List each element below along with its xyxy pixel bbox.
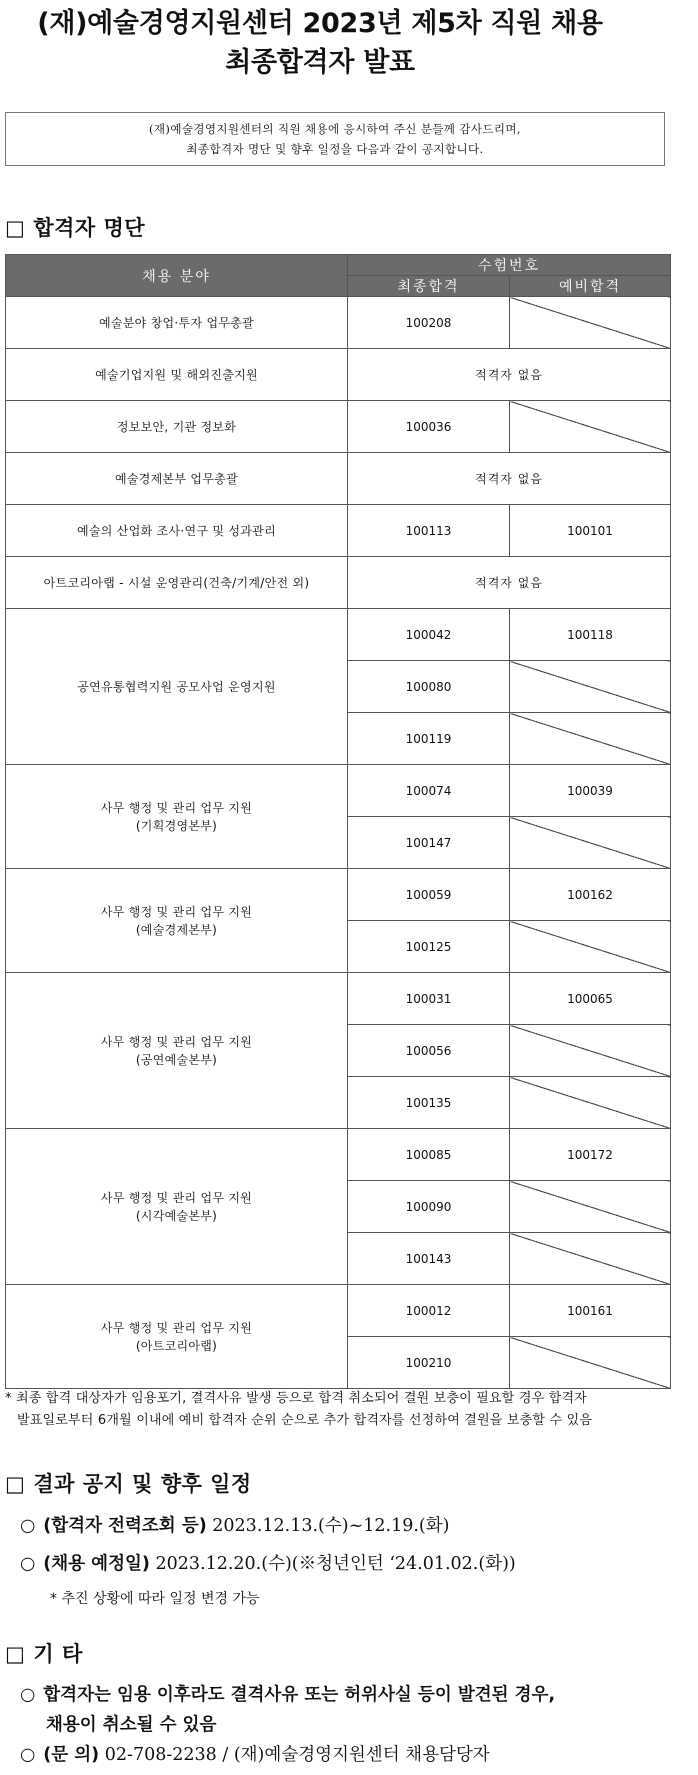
table-row: [6, 869, 671, 921]
field-cell: [6, 1129, 348, 1285]
schedule-item-2: [20, 1549, 516, 1579]
table-row: [6, 453, 671, 505]
final-cell: 100119: [348, 713, 510, 765]
circle-bullet-icon: ○: [20, 1554, 36, 1574]
title-line-2: 최종합격자 발표: [225, 47, 415, 78]
field-division: (예술경제본부): [135, 922, 218, 937]
final-cell: 100210: [348, 1337, 510, 1389]
field-cell: 정보보안, 기관 정보화: [6, 401, 348, 453]
table-row: [6, 401, 671, 453]
table-row: [6, 765, 671, 817]
final-cell: 100059: [348, 869, 510, 921]
empty-reserve-cell: [510, 713, 671, 765]
final-cell: 100074: [348, 765, 510, 817]
reserve-cell: 100161: [510, 1285, 671, 1337]
field-name: 사무 행정 및 관리 업무 지원: [100, 800, 253, 815]
field-cell: 아트코리아랩 - 시설 운영관리(건축/기계/안전 외): [6, 557, 348, 609]
no-candidate-cell: 적격자 없음: [348, 349, 671, 401]
header-exam-number: 수험번호: [348, 255, 671, 276]
schedule-item-2-label: (채용 예정일): [43, 1554, 150, 1574]
empty-reserve-cell: [510, 1181, 671, 1233]
contact-line: [20, 1740, 490, 1770]
schedule-item-1: [20, 1511, 450, 1541]
field-cell: [6, 973, 348, 1129]
results-heading-text: 합격자 명단: [33, 216, 146, 240]
empty-reserve-cell: [510, 921, 671, 973]
table-row: [6, 609, 671, 661]
checkbox-square-icon: □: [5, 1472, 26, 1496]
table-row: [6, 1129, 671, 1181]
table-row: [6, 973, 671, 1025]
final-cell: 100208: [348, 297, 510, 349]
empty-reserve-cell: [510, 817, 671, 869]
field-cell: [6, 609, 348, 765]
circle-bullet-icon: ○: [20, 1685, 36, 1705]
results-table: [5, 254, 671, 1389]
reserve-cell: 100065: [510, 973, 671, 1025]
reserve-cell: 100172: [510, 1129, 671, 1181]
field-division: (시각예술본부): [135, 1208, 218, 1223]
field-name: 사무 행정 및 관리 업무 지원: [100, 1320, 253, 1335]
etc-item-1-line-2: 채용이 취소될 수 있음: [46, 1715, 217, 1735]
field-name: 사무 행정 및 관리 업무 지원: [100, 1190, 253, 1205]
notice-box: [5, 112, 665, 166]
field-cell: 예술의 산업화 조사·연구 및 성과관리: [6, 505, 348, 557]
contact-label: (문 의): [43, 1745, 100, 1765]
header-field: 채용 분야: [6, 255, 348, 297]
field-division: (기획경영본부): [135, 818, 218, 833]
final-cell: 100135: [348, 1077, 510, 1129]
title-line-1: (재)예술경영지원센터 2023년 제5차 직원 채용: [37, 8, 603, 39]
reserve-cell: 100101: [510, 505, 671, 557]
etc-item-1: [20, 1680, 555, 1710]
empty-reserve-cell: [510, 1025, 671, 1077]
final-cell: 100056: [348, 1025, 510, 1077]
schedule-item-2-value: 2023.12.20.(수)(※청년인턴 ‘24.01.02.(화)): [155, 1554, 516, 1574]
field-cell: 예술경제본부 업무총괄: [6, 453, 348, 505]
final-cell: 100125: [348, 921, 510, 973]
table-row: [6, 505, 671, 557]
empty-reserve-cell: [510, 1337, 671, 1389]
field-cell: [6, 765, 348, 869]
final-cell: 100042: [348, 609, 510, 661]
final-cell: 100080: [348, 661, 510, 713]
field-cell: 예술분야 창업·투자 업무총괄: [6, 297, 348, 349]
field-division: (공연예술본부): [135, 1052, 218, 1067]
circle-bullet-icon: ○: [20, 1516, 36, 1536]
final-cell: 100143: [348, 1233, 510, 1285]
no-candidate-cell: 적격자 없음: [348, 453, 671, 505]
page-title: [0, 4, 640, 82]
no-candidate-cell: 적격자 없음: [348, 557, 671, 609]
reserve-cell: 100118: [510, 609, 671, 661]
empty-reserve-cell: [510, 401, 671, 453]
table-row: [6, 557, 671, 609]
reserve-cell: 100162: [510, 869, 671, 921]
empty-reserve-cell: [510, 1077, 671, 1129]
schedule-item-1-value: 2023.12.13.(수)~12.19.(화): [212, 1516, 450, 1536]
empty-reserve-cell: [510, 1233, 671, 1285]
circle-bullet-icon: ○: [20, 1745, 36, 1765]
final-cell: 100036: [348, 401, 510, 453]
field-cell: [6, 869, 348, 973]
empty-reserve-cell: [510, 297, 671, 349]
final-cell: 100012: [348, 1285, 510, 1337]
field-cell: [6, 1285, 348, 1389]
footnote: [5, 1388, 685, 1432]
schedule-heading: [5, 1470, 252, 1498]
notice-line-1: (재)예술경영지원센터의 직원 채용에 응시하여 주신 분들께 감사드리며,: [149, 122, 521, 136]
etc-item-1-line-1: 합격자는 임용 이후라도 결격사유 또는 허위사실 등이 발견된 경우,: [43, 1685, 556, 1705]
notice-line-2: 최종합격자 명단 및 향후 일정을 다음과 같이 공지합니다.: [186, 142, 484, 156]
schedule-note: * 추진 상황에 따라 일정 변경 가능: [50, 1591, 260, 1607]
reserve-cell: 100039: [510, 765, 671, 817]
checkbox-square-icon: □: [5, 216, 26, 240]
field-name: 사무 행정 및 관리 업무 지원: [100, 904, 253, 919]
field-division: (아트코리아랩): [135, 1338, 218, 1353]
field-name: 공연유통협력지원 공모사업 운영지원: [77, 679, 276, 694]
final-cell: 100031: [348, 973, 510, 1025]
field-name: 사무 행정 및 관리 업무 지원: [100, 1034, 253, 1049]
footnote-line-2: 발표일로부터 6개월 이내에 예비 합격자 순위 순으로 추가 합격자를 선정하여 결원을 보충할 수 있음: [17, 1413, 593, 1428]
results-heading: [5, 214, 145, 242]
final-cell: 100090: [348, 1181, 510, 1233]
final-cell: 100085: [348, 1129, 510, 1181]
header-reserve: 예비합격: [510, 276, 671, 297]
table-row: [6, 297, 671, 349]
final-cell: 100113: [348, 505, 510, 557]
schedule-item-1-label: (합격자 전력조회 등): [43, 1516, 207, 1536]
empty-reserve-cell: [510, 661, 671, 713]
schedule-heading-text: 결과 공지 및 향후 일정: [33, 1472, 252, 1496]
checkbox-square-icon: □: [5, 1642, 26, 1666]
table-row: [6, 1285, 671, 1337]
contact-value: 02-708-2238 / (재)예술경영지원센터 채용담당자: [104, 1745, 490, 1765]
field-cell: 예술기업지원 및 해외진출지원: [6, 349, 348, 401]
etc-heading: [5, 1640, 83, 1668]
footnote-line-1: * 최종 합격 대상자가 임용포기, 결격사유 발생 등으로 합격 취소되어 결원 보충이 필요할 경우 합격자: [5, 1391, 588, 1406]
table-row: [6, 349, 671, 401]
etc-heading-text: 기 타: [33, 1642, 83, 1666]
final-cell: 100147: [348, 817, 510, 869]
header-final: 최종합격: [348, 276, 510, 297]
